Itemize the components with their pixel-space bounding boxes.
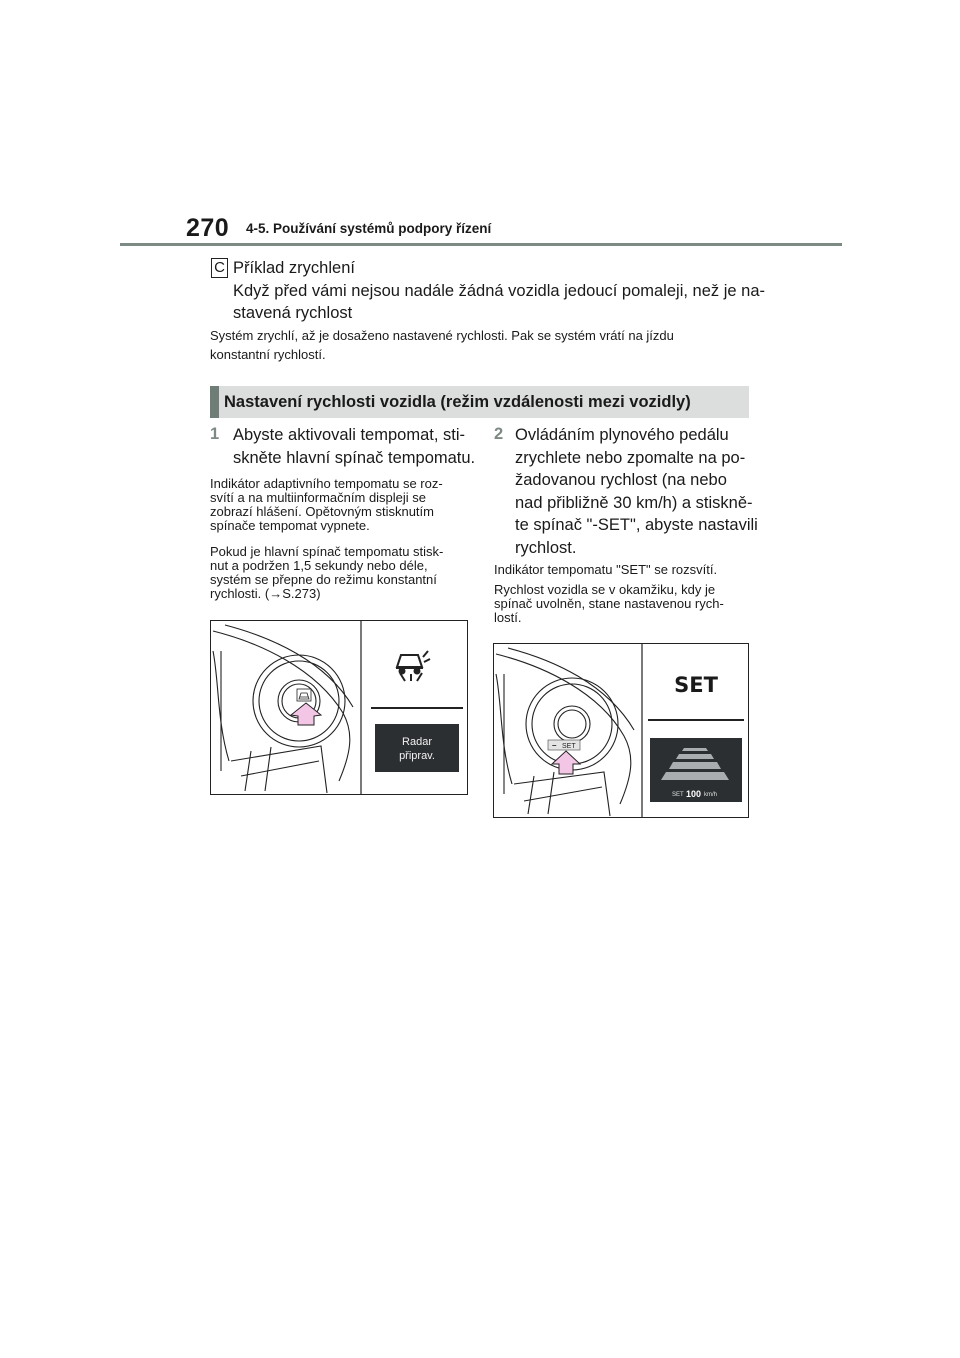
step1-line1: Abyste aktivovali tempomat, sti- — [233, 426, 465, 444]
example-label: C — [211, 258, 228, 278]
example-condition-line2: stavená rychlost — [233, 304, 353, 322]
header-rule — [120, 243, 842, 246]
steering-wheel-illustration — [494, 644, 748, 817]
step1-note1 — [210, 477, 443, 533]
section-title: Nastavení rychlosti vozidla (režim vzdálenosti mezi vozidly) — [224, 393, 691, 411]
step2-line: rychlost. — [515, 538, 577, 557]
step1-note1-line: spínače tempomat vypnete. — [210, 518, 370, 533]
step1-note2-line: nut a podržen 1,5 sekundy nebo déle, — [210, 558, 428, 573]
step2-number: 2 — [494, 425, 504, 443]
example-note-line1: Systém zrychlí, až je dosaženo nastavené rychlosti. Pak se systém vrátí na jízdu — [210, 328, 674, 343]
page-number: 270 — [186, 214, 230, 242]
display-speed: 100 — [686, 789, 702, 799]
display-set-label: SET — [672, 792, 684, 798]
step2-line: Ovládáním plynového pedálu — [515, 426, 729, 444]
reference-arrow-icon: → — [269, 586, 283, 601]
set-switch-minus: – — [552, 741, 557, 750]
radar-cruise-indicator-icon — [396, 651, 430, 681]
display-text-line1: Radar — [402, 736, 432, 748]
step1-note2-line-last: rychlosti. (→S.273) — [210, 586, 321, 601]
example-note-line2: konstantní rychlostí. — [210, 347, 326, 362]
step2-text — [515, 424, 758, 559]
step1-line2: skněte hlavní spínač tempomatu. — [233, 449, 476, 467]
step1-note2-line: systém se přepne do režimu konstantní — [210, 572, 437, 587]
step2-note2-line: spínač uvolněn, stane nastavenou rych- — [494, 596, 724, 611]
step1-note1-line: zobrazí hlášení. Opětovným stisknutím — [210, 504, 434, 519]
display-unit: km/h — [704, 792, 718, 798]
display-text-line2: připrav. — [399, 750, 435, 762]
running-header: 4-5. Používání systémů podpory řízení — [246, 221, 492, 236]
step2-note2 — [494, 583, 724, 625]
step1-note2 — [210, 545, 443, 601]
figure-set-switch — [493, 643, 749, 818]
example-condition-line1: Když před vámi nejsou nadále žádná vozidla jedoucí pomaleji, než je na- — [233, 282, 765, 300]
step2-note1: Indikátor tempomatu "SET" se rozsvítí. — [494, 562, 718, 577]
radar-cruise-icon — [297, 689, 311, 701]
step2-line: zrychlete nebo zpomalte na po- — [515, 448, 746, 467]
example-title: Příklad zrychlení — [233, 259, 355, 277]
step1-note1-line: svítí a na multiinformačním displeji se — [210, 490, 427, 505]
pink-arrow-icon — [552, 751, 580, 774]
set-indicator-text: SET — [674, 673, 718, 697]
step2-line: te spínač "-SET", abyste nastavili — [515, 516, 758, 534]
steering-wheel-illustration — [211, 621, 467, 794]
step2-note2-line: Rychlost vozidla se v okamžiku, kdy je — [494, 582, 716, 597]
set-switch-text: SET — [562, 743, 576, 750]
figure-cruise-main-switch — [210, 620, 468, 795]
step1-number: 1 — [210, 425, 220, 443]
step2-line: nad přibližně 30 km/h) a stiskně- — [515, 493, 753, 512]
step2-note2-line: lostí. — [494, 610, 522, 625]
multi-info-display — [375, 724, 459, 772]
step2-line: žadovanou rychlost (na nebo — [515, 471, 727, 489]
step1-note1-line: Indikátor adaptivního tempomatu se roz- — [210, 476, 443, 491]
step1-note2-line: Pokud je hlavní spínač tempomatu stisk- — [210, 544, 444, 559]
set-switch-label — [548, 740, 580, 750]
